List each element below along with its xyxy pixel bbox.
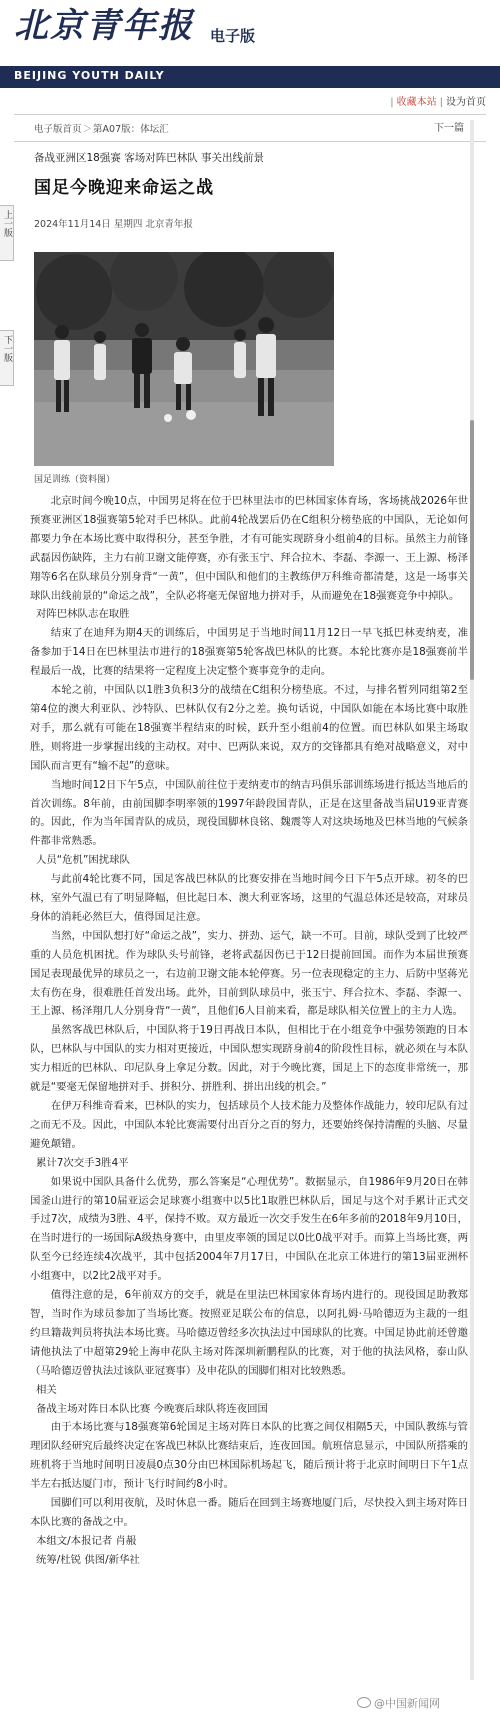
photo-caption: 国足训练（资料图）	[34, 475, 116, 485]
article-kicker: 备战亚洲区18强赛 客场对阵巴林队 事关出线前景	[34, 152, 265, 164]
breadcrumb-separator: ＞	[82, 124, 93, 135]
article-title: 国足今晚迎来命运之战	[34, 178, 214, 198]
article-subheading: 备战主场对阵日本队比赛 今晚赛后球队将连夜回国	[36, 1402, 268, 1415]
favorite-link[interactable]: 收藏本站	[396, 97, 437, 108]
article-paragraph: 如果说中国队具备什么优势，那么答案是“心理优势”。数据显示，自1986年9月20日在韩国釜山进行的第10届亚运会足球赛小组赛中以5比1取胜巴林队后，国足与这个对手累计正式交手过7次，成绩为3胜、4平，保持不败。双方最近一次交手发生在6年多前的2018年9月10日，在当时进行的一场国际A级热身赛中，由里皮率领的国足以0比0战平对手。而算上当场比赛，两队至今已经连续4次战平，其中包括2004年7月17日，中国队在北京工体进行的第13届亚洲杯小组赛中，以2比2战平对手。	[30, 1175, 468, 1283]
scrollbar-thumb[interactable]	[470, 420, 474, 680]
article-paragraph: 值得注意的是，6年前双方的交手，就是在里法巴林国家体育场内进行的。现役国足助教郑智，当时作为球员参加了当场比赛。按照亚足联公布的信息，以阿扎姆·马哈德迈为主裁的一组约旦籍裁判员将执法本场比赛。马哈德迈曾经多次执法过中国球队的比赛。中国足协此前还曾邀请他执法了中超第29轮上海申花队主场对阵深圳新鹏程队的比赛，对于他的执法风格，泰山队（马哈德迈曾执法过该队亚冠赛事）及申花队的国脚们相对比较熟悉。	[30, 1289, 468, 1377]
article-subheading: 相关	[36, 1383, 57, 1396]
breadcrumb	[34, 123, 169, 137]
watermark-text: @中国新闻网	[374, 1697, 440, 1710]
prev-edition-label: 上一版	[2, 210, 12, 237]
article-paragraph: 虽然客战巴林队后，中国队将于19日再战日本队，但相比于在小组竞争中强势领跑的日本队，巴林队与中国队的实力相对更接近，中国队想实现跻身前4的阶段性目标，就必须在与本队实力相近的巴林队、印尼队身上拿足分数。因此，对于今晚比赛，国足上下的态度非常统一，那就是“要毫无保留地拼对手、拼积分、拼胜利、拼出出线的机会。”	[30, 1024, 468, 1094]
next-edition-tab[interactable]	[0, 330, 14, 386]
next-article-button[interactable]: 下一篇	[434, 123, 464, 134]
prev-edition-tab[interactable]	[0, 205, 14, 261]
article-paragraph: 由于本场比赛与18强赛第6轮国足主场对阵日本队的比赛之间仅相隔5天，中国队教练与管理团队经研究后最终决定在客战巴林队比赛结束后，连夜回国。航班信息显示，中国队所搭乘的班机将于当地时间明日凌晨0点30分由巴林国际机场起飞，随后预计将于北京时间明日下午1点半左右抵达厦门市，预计飞行时间约8小时。	[30, 1421, 468, 1491]
article-paragraph: 本轮之前，中国队以1胜3负积3分的战绩在C组积分榜垫底。不过，与排名暂列同组第2至第4位的澳大利亚队、沙特队、巴林队仅有2分之差。换句话说，中国队如能在本场比赛中取胜对手，那么就有可能在18强赛半程结束的时候，跃升至小组前4的位置。而巴林队如果主场取胜，则将进一步掌握出线的主动权。对中、巴两队来说，双方的交锋都具有绝对战略意义，对中国队而言更有“输不起”的意味。	[30, 684, 468, 772]
link-separator: |	[390, 97, 394, 108]
next-edition-label: 下一版	[2, 335, 12, 362]
edition-label: 电子版	[210, 27, 256, 45]
article-subheading: 统筹/杜锐 供图/新华社	[36, 1553, 140, 1566]
masthead	[0, 0, 500, 64]
divider	[14, 141, 486, 142]
article-paragraph: 北京时间今晚10点，中国男足将在位于巴林里法市的巴林国家体育场，客场挑战2026年世预赛亚洲区18强赛第5轮对手巴林队。此前4轮战罢后仍在C组积分榜垫底的中国队，无论如何都要力争在本场比赛中取得积分，甚至争胜，才有可能实现跻身小组前4的目标。虽然主力前锋武磊因伤缺阵，主力右前卫谢文能停赛，亦有张玉宁、拜合拉木、李磊、李源一、王上源、杨泽翔等6名在队球员分别身背“一黄”，但中国队和他们的主教练伊万科维奇都清楚，这是一场事关球队出线前景的“命运之战”，全队必将毫无保留地力拼对手，从而避免在18强赛竞争中掉队。	[30, 495, 468, 602]
training-photo	[34, 252, 334, 466]
divider	[14, 114, 486, 115]
article-paragraph: 结束了在迪拜为期4天的训练后，中国男足于当地时间11月12日一早飞抵巴林麦纳麦，准备参加于14日在巴林里法市进行的18强赛第5轮客战巴林队的比赛。本轮比赛亦是18强赛前半程最后一战，比赛的结果将一定程度上决定整个赛事竞争的走向。	[30, 627, 468, 678]
article-paragraph: 国脚们可以利用夜航，及时休息一番。随后在回到主场赛地厦门后，尽快投入到主场对阵日本队比赛的备战之中。	[30, 1497, 468, 1528]
training-photo-image	[34, 252, 334, 466]
weibo-watermark-icon	[357, 1697, 371, 1708]
article-paragraph: 与此前4轮比赛不同，国足客战巴林队的比赛安排在当地时间今日下午5点开球。初冬的巴林，室外气温已有了明显降幅，但比起日本、澳大利亚客场，这里的气温总体还是较高，对球员身体的消耗必然巨大，值得国足注意。	[30, 873, 468, 923]
scrollbar-track[interactable]	[470, 120, 474, 1680]
brand-bar	[0, 66, 500, 88]
breadcrumb-page[interactable]: 第A07版：体坛汇	[93, 124, 169, 135]
article-paragraph: 当地时间12日下午5点，中国队前往位于麦纳麦市的纳吉玛俱乐部训练场进行抵达当地后的首次训练。8年前，由前国脚李明率领的1997年龄段国青队，正是在这里备战当届U19亚青赛的。因此，作为当年国青队的成员，现役国脚林良铭、魏震等人对这块场地及巴林当地的气候条件都非常熟悉。	[30, 778, 468, 848]
article-paragraph: 在伊万科维奇看来，巴林队的实力，包括球员个人技术能力及整体作战能力，较印尼队有过之而无不及。因此，中国队本轮比赛需要付出百分之百的努力，还要始终保持清醒的头脑、尽量避免颠错。	[30, 1100, 468, 1150]
link-separator: |	[439, 97, 443, 108]
article-subheading: 累计7次交手3胜4平	[36, 1156, 129, 1169]
article-paragraph: 当然，中国队想打好“命运之战”，实力、拼劲、运气，缺一不可。目前，球队受到了比较严重的人员危机困扰。作为球队头号前锋，老将武磊因伤已于12日提前回国。而作为本届世预赛国足表现最优异的球员之一，右边前卫谢文能本轮停赛。另一位表现稳定的主力、后防中坚蒋光太有伤在身，很难胜任首发出场。此外，目前到队球员中，张玉宁、拜合拉木、李磊、李源一、王上源、杨泽翔几人分别身背“一黄”，且他们6人目前来看，都是球队相关位置上的主力人选。	[30, 929, 468, 1018]
top-links	[387, 96, 486, 110]
article-dateline: 2024年11月14日 星期四 北京青年报	[34, 219, 193, 230]
newspaper-logo[interactable]: 北京青年报	[14, 6, 194, 46]
article-subheading: 人员“危机”困扰球队	[36, 854, 130, 867]
watermark	[357, 1696, 440, 1712]
breadcrumb-home[interactable]: 电子版首页	[34, 124, 82, 135]
homepage-link[interactable]: 设为首页	[446, 97, 486, 108]
english-name: BEIJING YOUTH DAILY	[14, 69, 165, 82]
article-subheading: 对阵巴林队志在取胜	[36, 608, 130, 621]
article-subheading: 本组文/本报记者 肖赧	[36, 1534, 137, 1547]
article-body	[30, 492, 468, 1682]
